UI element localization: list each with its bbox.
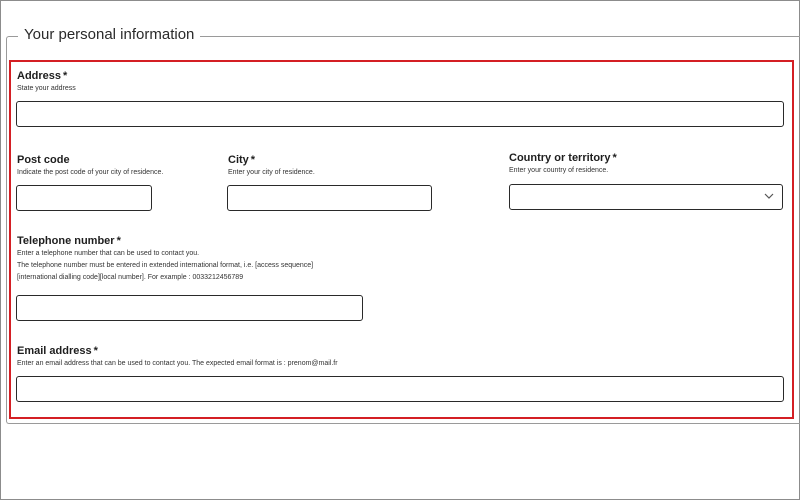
post-code-label: Post code (17, 154, 70, 166)
telephone-field-group (17, 235, 313, 281)
email-field-group (17, 345, 338, 367)
email-label: Email address * (17, 345, 98, 357)
telephone-format-hint: The telephone number must be entered in extended international format, i.e. [access sequence] (17, 262, 314, 269)
telephone-input[interactable] (16, 295, 363, 321)
country-select[interactable] (509, 184, 783, 210)
city-input[interactable] (227, 185, 432, 211)
telephone-format-example: [international dialling code][local number]. For example : 0033212456789 (17, 274, 244, 281)
address-label: Address * (17, 70, 68, 82)
post-code-input[interactable] (16, 185, 152, 211)
telephone-label: Telephone number * (17, 235, 121, 247)
telephone-hint: Enter a telephone number that can be used to contact you. (17, 250, 200, 257)
address-field-group (17, 70, 76, 92)
section-legend: Your personal information (18, 26, 200, 43)
post-code-hint: Indicate the post code of your city of residence. (17, 169, 164, 176)
country-label: Country or territory * (509, 152, 617, 164)
post-code-field-group (17, 154, 163, 176)
country-field-group (509, 152, 617, 174)
address-hint: State your address (17, 85, 76, 92)
email-input[interactable] (16, 376, 784, 402)
city-field-group (228, 154, 315, 176)
country-hint: Enter your country of residence. (509, 167, 609, 174)
city-hint: Enter your city of residence. (228, 169, 315, 176)
city-label: City * (228, 154, 256, 166)
address-input[interactable] (16, 101, 784, 127)
email-hint: Enter an email address that can be used to contact you. The expected email format is : prenom@mail.fr (17, 360, 338, 367)
chevron-down-icon (764, 191, 774, 201)
